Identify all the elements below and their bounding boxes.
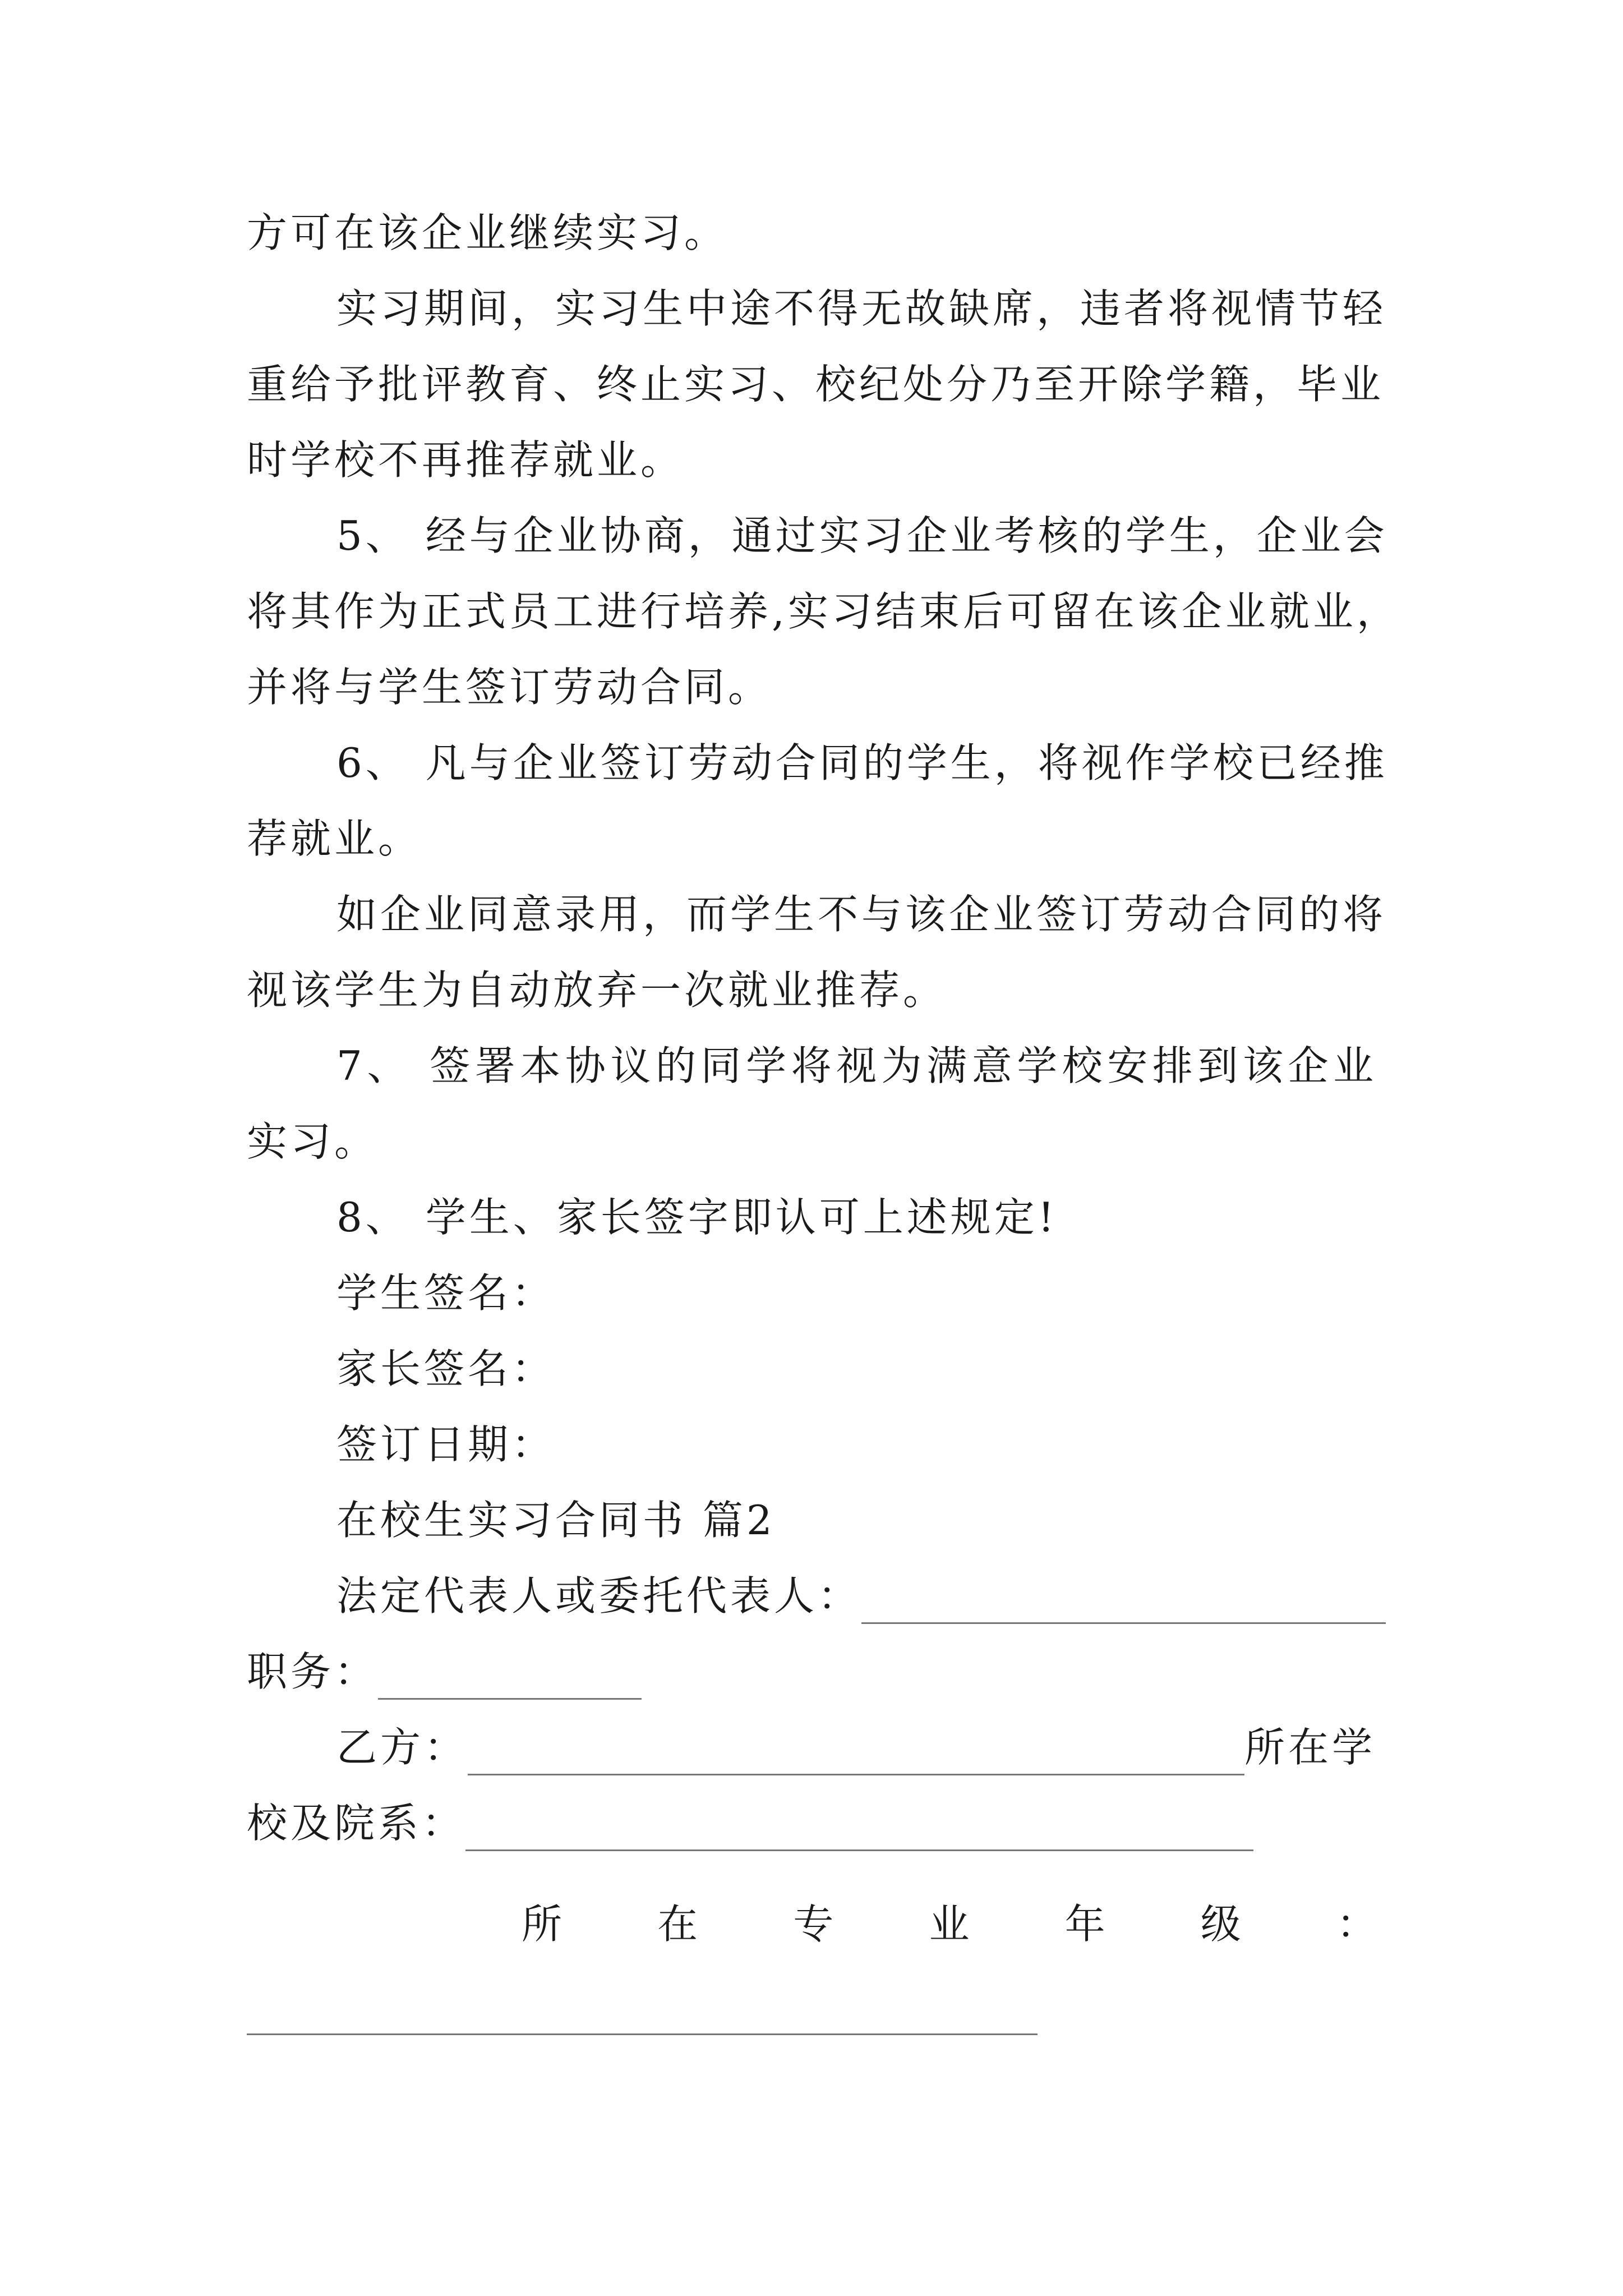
representative-label: 法定代表人或委托代表人： — [336, 1572, 862, 1619]
major-grade-label — [522, 1896, 1377, 1952]
school-label-start: 所在学 — [1244, 1724, 1376, 1771]
paragraph-line: 重给予批评教育、终止实习、校纪处分乃至开除学籍，毕业 — [247, 361, 1385, 408]
major-grade-char: 在 — [657, 1901, 698, 1948]
student-signature-label: 学生签名： — [336, 1269, 556, 1317]
school-blank[interactable] — [465, 1810, 1253, 1851]
paragraph-line: 7、 签署本协议的同学将视为满意学校安排到该企业 — [336, 1042, 1377, 1089]
position-blank[interactable] — [378, 1659, 642, 1700]
party-b-row — [336, 1719, 1377, 1775]
representative-row — [336, 1568, 1377, 1624]
paragraph-line: 方可在该企业继续实习。 — [247, 209, 728, 256]
paragraph-line: 8、 学生、家长签字即认可上述规定! — [336, 1194, 1058, 1241]
section-title: 在校生实习合同书 篇2 — [336, 1497, 776, 1544]
major-grade-char: 专 — [793, 1901, 834, 1948]
paragraph-line: 荐就业。 — [247, 815, 422, 862]
position-label: 职务： — [247, 1648, 379, 1695]
paragraph-line: 5、 经与企业协商，通过实习企业考核的学生，企业会 — [336, 512, 1388, 559]
party-b-blank[interactable] — [468, 1734, 1244, 1775]
paragraph-line: 并将与学生签订劳动合同。 — [247, 664, 772, 711]
representative-blank[interactable] — [861, 1583, 1386, 1624]
signing-date-label: 签订日期： — [336, 1421, 556, 1468]
paragraph-line: 视该学生为自动放弃一次就业推荐。 — [247, 967, 947, 1014]
paragraph-line: 将其作为正式员工进行培养,实习结束后可留在该企业就业， — [247, 588, 1400, 635]
school-row — [247, 1795, 1377, 1851]
major-grade-char: 年 — [1064, 1901, 1105, 1948]
parent-signature-label: 家长签名： — [336, 1345, 556, 1392]
paragraph-line: 实习期间，实习生中途不得无故缺席，违者将视情节轻 — [336, 285, 1387, 332]
paragraph-line: 6、 凡与企业签订劳动合同的学生，将视作学校已经推 — [336, 739, 1388, 786]
paragraph-line: 如企业同意录用，而学生不与该企业签订劳动合同的将 — [336, 891, 1387, 938]
major-grade-blank[interactable] — [247, 2033, 1038, 2035]
major-grade-char: 级 — [1200, 1901, 1241, 1948]
school-label-end: 校及院系： — [247, 1800, 466, 1847]
major-grade-char: 业 — [929, 1901, 970, 1948]
party-b-label: 乙方： — [336, 1724, 468, 1771]
position-row — [247, 1644, 1377, 1700]
major-grade-char: ： — [1336, 1901, 1377, 1948]
paragraph-line: 时学校不再推荐就业。 — [247, 436, 685, 484]
major-grade-char: 所 — [522, 1901, 562, 1948]
paragraph-line: 实习。 — [247, 1118, 379, 1165]
